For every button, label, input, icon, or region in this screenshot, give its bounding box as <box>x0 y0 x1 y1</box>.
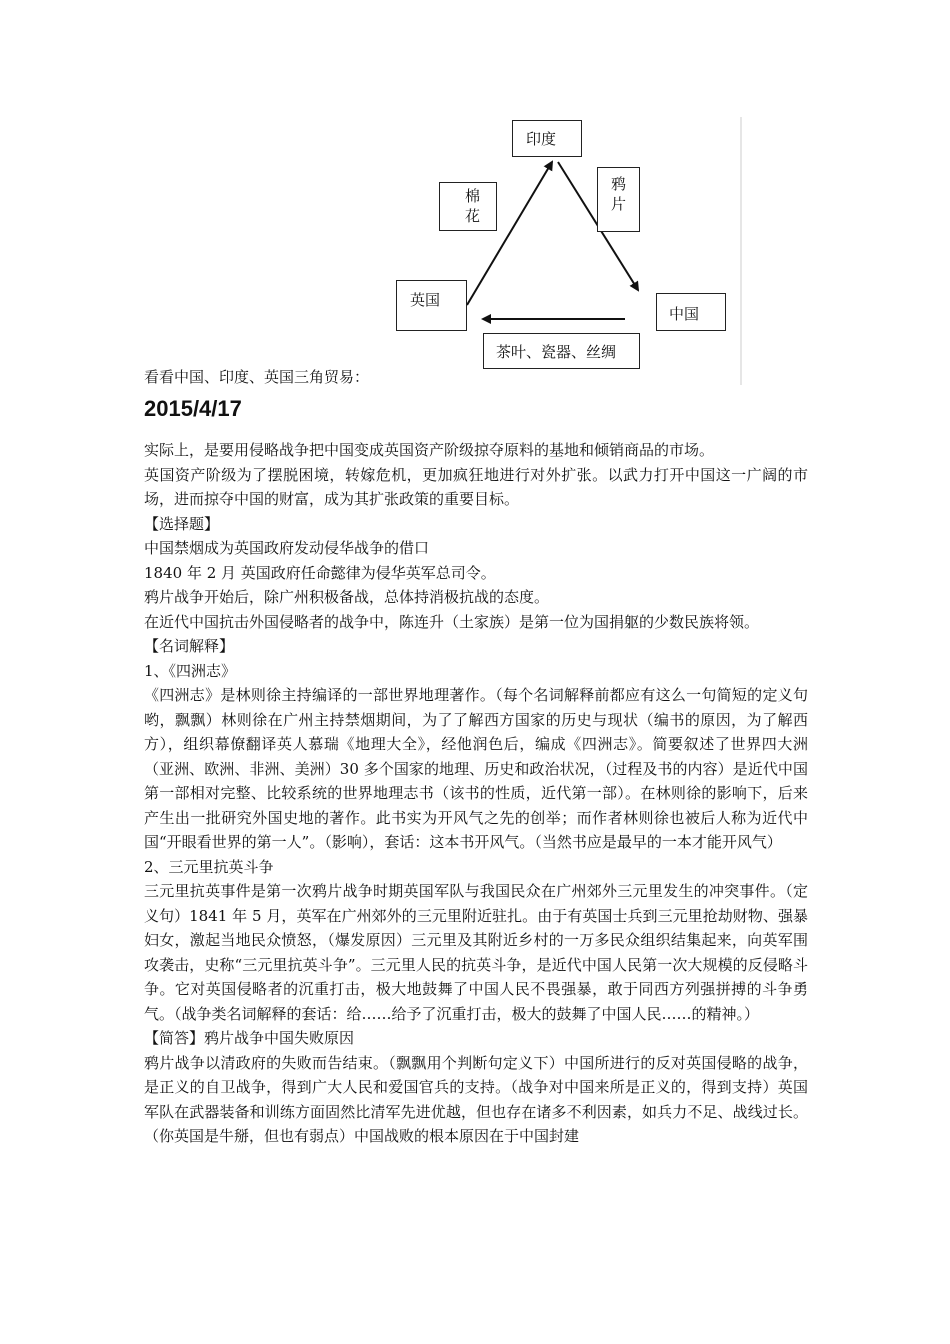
opium-box <box>597 167 640 232</box>
paragraph: 在近代中国抗击外国侵略者的战争中，陈连升（土家族）是第一位为国捐躯的少数民族将领。 <box>144 612 760 631</box>
india-label: 印度 <box>526 130 557 148</box>
cotton-box <box>439 182 497 231</box>
opium-label: 鸦片 <box>611 175 627 213</box>
paragraph: 鸦片战争以清政府的失败而告结束。（飘飘用个判断句定义下）中国所进行的反对英国侵略的战争，是正义的自卫战争，得到广大人民和爱国官兵的支持。（战争对中国来所是正义的，得到支持）英国军队在武器装备和训练方面固然比清军先进优越，但也存在诸多不利因素，如兵力不足、战线过长。（你英国是牛掰，但也有弱点）中国战败的根本原因在于中国封建 <box>144 1053 808 1145</box>
britain-box <box>396 280 467 331</box>
paragraph: 实际上，是要用侵略战争把中国变成英国资产阶级掠夺原料的基地和倾销商品的市场。 <box>144 441 715 459</box>
goods-box <box>483 333 640 369</box>
china-label: 中国 <box>669 305 700 323</box>
cotton-label: 棉花 <box>465 187 481 225</box>
goods-label: 茶叶、瓷器、丝绸 <box>496 343 617 361</box>
india-box <box>512 120 582 157</box>
paragraph: 英国资产阶级为了摆脱困境，转嫁危机，更加疯狂地进行对外扩张。以武力打开中国这一广阔的市场，进而掠夺中国的财富，成为其扩张政策的重要目标。 <box>144 465 808 508</box>
britain-label: 英国 <box>410 291 441 309</box>
diagram-caption: 看看中国、印度、英国三角贸易： <box>144 368 370 386</box>
document-body <box>144 438 808 1149</box>
paragraph: 中国禁烟成为英国政府发动侵华战争的借口 <box>144 539 430 557</box>
document-date: 2015/4/17 <box>144 396 242 421</box>
section-heading: 【简答】鸦片战争中国失败原因 <box>144 1029 355 1047</box>
paragraph: 《四洲志》是林则徐主持编译的一部世界地理著作。（每个名词解释前都应有这么一句简短的定义句哟，飘飘）林则徐在广州主持禁烟期间，为了了解西方国家的历史与现状（编书的原因，为了解西方），组织幕僚翻译英人慕瑞《地理大全》，经他润色后，编成《四洲志》。简要叙述了世界四大洲（亚洲、欧洲、非洲、美洲）30 多个国家的地理、历史和政治状况，（过程及书的内容）是近代中国第一部相对完整、比较系统的世界地理志书（该书的性质，近代第一部）。在林则徐的影响下，后来产生出一批研究外国史地的著作。此书实为开风气之先的创举；而作者林则徐也被后人称为近代中国“开眼看世界的第一人”。（影响），套话：这本书开风气。（当然书应是最早的一本才能开风气） <box>144 686 808 851</box>
section-heading: 【名词解释】 <box>144 637 235 655</box>
china-box <box>656 293 726 331</box>
paragraph: 鸦片战争开始后，除广州积极备战，总体持消极抗战的态度。 <box>144 588 550 606</box>
section-heading: 【选择题】 <box>144 514 220 533</box>
term-heading: 1、《四洲志》 <box>144 661 237 680</box>
paragraph: 1840 年 2 月 英国政府任命懿律为侵华英军总司令。 <box>144 563 496 582</box>
term-heading: 2、三元里抗英斗争 <box>144 857 274 876</box>
paragraph: 三元里抗英事件是第一次鸦片战争时期英国军队与我国民众在广州郊外三元里发生的冲突事件。（定义句）1841 年 5 月，英军在广州郊外的三元里附近驻扎。由于有英国士兵到三元里抢劫财物、强暴妇女，激起当地民众愤怒，（爆发原因）三元里及其附近乡村的一万多民众组织结集起来，向英军围攻袭击，史称“三元里抗英斗争”。三元里人民的抗英斗争，是近代中国人民第一次大规模的反侵略斗争。它对英国侵略者的沉重打击，极大地鼓舞了中国人民不畏强暴，敢于同西方列强拼搏的斗争勇气。（战争类名词解释的套话：给……给予了沉重打击，极大的鼓舞了中国人民……的精神。） <box>144 882 808 1023</box>
triangle-trade-diagram <box>0 0 950 400</box>
